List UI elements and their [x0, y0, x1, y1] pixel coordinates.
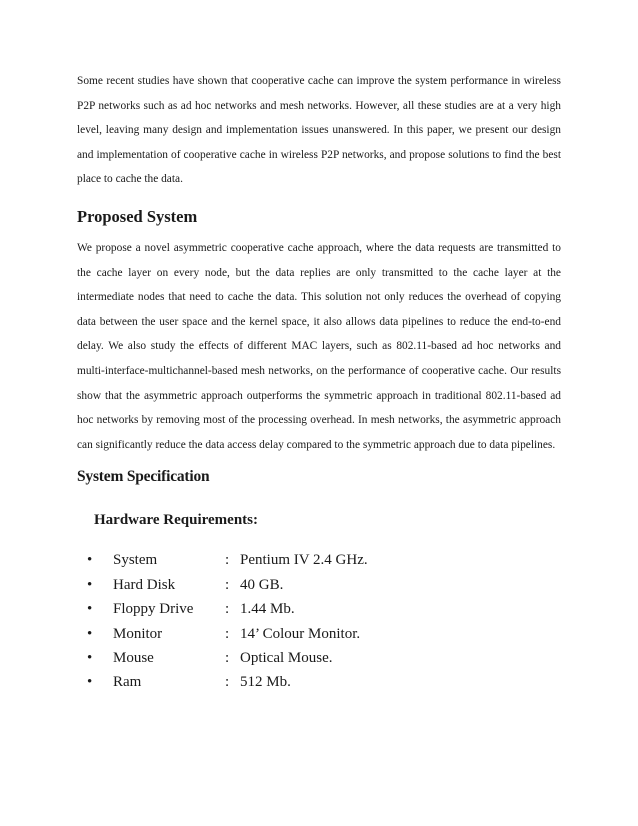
requirement-separator: :	[225, 601, 230, 618]
requirement-label: Monitor	[113, 625, 163, 642]
requirement-separator: :	[225, 649, 230, 666]
requirement-label: Floppy Drive	[113, 601, 194, 618]
requirement-label: Hard Disk	[113, 576, 176, 593]
requirement-separator: :	[225, 625, 230, 642]
proposed-system-heading: Proposed System	[77, 206, 198, 226]
hardware-requirements-list	[87, 548, 561, 694]
requirement-value: 14’ Colour Monitor.	[240, 625, 361, 642]
requirement-value: Optical Mouse.	[240, 649, 333, 666]
requirement-label: System	[113, 552, 158, 569]
bullet-icon: •	[87, 649, 93, 666]
requirement-value: Pentium IV 2.4 GHz.	[240, 552, 368, 569]
bullet-icon: •	[87, 601, 93, 618]
proposed-system-paragraph: We propose a novel asymmetric cooperative cache approach, where the data requests are transmitted to the cache layer on every node, but the data replies are only transmitted to the cache layer at the intermediate nodes that need to cache the data. This solution not only reduces the overhead of copying data between the user space and the kernel space, it also allows data pipelines to reduce the end-to-end delay. We also study the effects of different MAC layers, such as 802.11-based ad hoc networks and multi-interface-multichannel-based mesh networks, on the performance of cooperative cache. Our results show that the asymmetric approach outperforms the symmetric approach in traditional 802.11-based ad hoc networks by removing most of the processing overhead. In mesh networks, the asymmetric approach can significantly reduce the data access delay compared to the symmetric approach due to data pipelines.	[77, 241, 561, 451]
requirement-value: 40 GB.	[240, 576, 284, 593]
requirement-value: 512 Mb.	[240, 674, 291, 691]
list-item	[87, 670, 561, 694]
requirement-label: Ram	[113, 674, 142, 691]
requirement-separator: :	[225, 576, 230, 593]
list-item	[87, 548, 561, 572]
bullet-icon: •	[87, 625, 93, 642]
intro-paragraph: Some recent studies have shown that cooperative cache can improve the system performance in wireless P2P networks such as ad hoc networks and mesh networks. However, all these studies are at a very high level, leaving many design and implementation issues unanswered. In this paper, we present our design and implementation of cooperative cache in wireless P2P networks, and propose solutions to find the best place to cache the data.	[77, 75, 561, 186]
document-page	[77, 64, 561, 695]
list-item	[87, 597, 561, 621]
requirement-value: 1.44 Mb.	[240, 601, 295, 618]
hardware-requirements-heading: Hardware Requirements:	[94, 512, 259, 529]
list-item	[87, 646, 561, 670]
requirement-separator: :	[225, 552, 230, 569]
requirement-separator: :	[225, 674, 230, 691]
bullet-icon: •	[87, 552, 93, 569]
list-item	[87, 573, 561, 597]
list-item	[87, 622, 561, 646]
system-specification-heading: System Specification	[77, 468, 210, 486]
bullet-icon: •	[87, 674, 93, 691]
bullet-icon: •	[87, 576, 93, 593]
requirement-label: Mouse	[113, 649, 154, 666]
